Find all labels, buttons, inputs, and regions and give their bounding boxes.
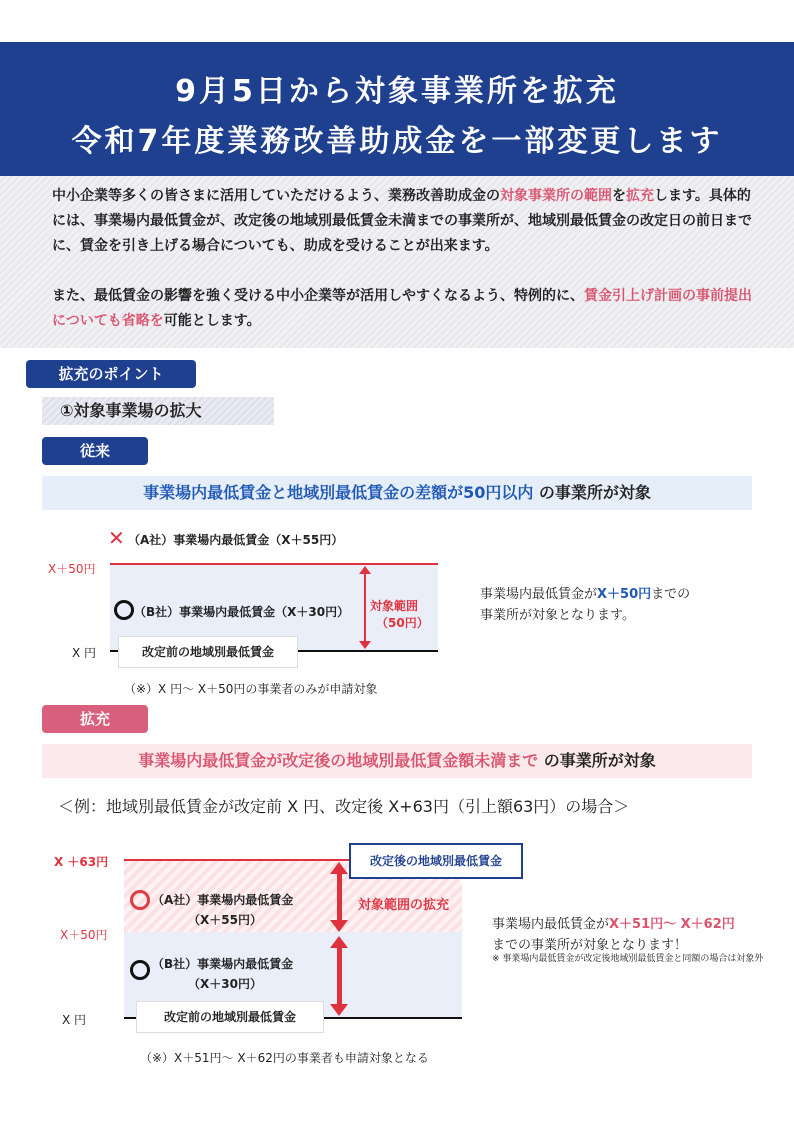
intro-text: また、最低賃金の影響を強く受ける中小企業等が活用しやすくなるよう、特例的に、 [52, 288, 584, 304]
after-x0-label: X 円 [62, 1013, 87, 1027]
intro-highlight: 対象事業所の範囲 [500, 188, 612, 204]
intro-text: 可能とします。 [163, 313, 261, 329]
circle-icon [114, 600, 134, 620]
after-condition-highlight: 事業場内最低賃金が改定後の地域別最低賃金額未満まで [138, 751, 539, 770]
before-condition-text: の事業所が対象 [533, 483, 651, 502]
points-tag: 拡充のポイント [26, 360, 196, 388]
intro-highlight: 賃金引上げ計画の事前提出についても省略を [52, 288, 752, 329]
after-b-company-1: （B社）事業場内最低賃金 [152, 957, 294, 971]
before-b-company: （B社）事業場内最低賃金（X＋30円） [134, 605, 350, 619]
before-range-label-2: （50円） [376, 616, 429, 630]
after-tag: 拡充 [42, 705, 148, 733]
after-desc-note: ※ 事業場内最低賃金が改定後地域別最低賃金と同額の場合は対象外 [492, 954, 764, 964]
before-condition-bar [42, 476, 752, 510]
after-condition-text: の事業所が対象 [538, 751, 656, 770]
arrow-up-icon [330, 862, 348, 874]
page-title-line1: 9月5日から対象事業所を拡充 [175, 74, 619, 109]
before-desc-highlight: X＋50円 [597, 587, 652, 602]
before-range-arrow [364, 572, 366, 642]
arrow-up-icon [359, 566, 371, 574]
circle-icon [130, 960, 150, 980]
intro-highlight: 拡充 [626, 188, 654, 204]
before-desc-text: 事業場内最低賃金が [480, 587, 598, 602]
arrow-down-icon [330, 920, 348, 932]
intro-text: を [612, 188, 626, 204]
intro-paragraph-1 [52, 184, 752, 259]
before-condition-highlight: 事業場内最低賃金と地域別最低賃金の差額が50円以内 [143, 483, 534, 502]
arrow-down-icon [359, 641, 371, 649]
after-desc-text: 事業場内最低賃金が [492, 917, 610, 932]
before-a-company: （A社）事業場内最低賃金（X＋55円） [128, 533, 344, 547]
after-min-wage-box: 改定前の地域別最低賃金 [136, 1001, 324, 1033]
points-subhead: ①対象事業場の拡大 [42, 397, 274, 425]
before-line-x50 [110, 563, 438, 565]
intro-box [0, 176, 794, 348]
before-footnote: （※）X 円～ X＋50円の事業者のみが申請対象 [124, 682, 378, 696]
after-a-company-2: （X＋55円） [188, 913, 262, 927]
intro-paragraph-2 [52, 284, 752, 334]
after-range-label: 対象範囲の拡充 [358, 898, 450, 913]
after-a-company-1: （A社）事業場内最低賃金 [152, 893, 294, 907]
after-x63-label: X ＋63円 [54, 855, 109, 869]
intro-text: 中小企業等多くの皆さまに活用していただけるよう、業務改善助成金の [52, 188, 500, 204]
after-expanded-arrow [337, 870, 342, 922]
header-banner [0, 42, 794, 176]
before-x0-label: X 円 [72, 646, 97, 660]
arrow-down-icon [330, 1004, 348, 1016]
after-desc-highlight: X＋51円～ X＋62円 [609, 917, 735, 932]
after-b-company-2: （X＋30円） [188, 977, 262, 991]
cross-icon: ✕ [108, 526, 125, 550]
page-title-line2: 令和7年度業務改善助成金を一部変更します [71, 124, 723, 159]
before-desc-1 [480, 583, 690, 602]
before-desc-text: までの [651, 587, 691, 602]
before-range-label-1: 対象範囲 [370, 599, 419, 613]
before-min-wage-box: 改定前の地域別最低賃金 [118, 636, 298, 668]
before-tag: 従来 [42, 437, 148, 465]
after-new-min-wage-box: 改定後の地域別最低賃金 [349, 843, 523, 879]
after-condition-bar [42, 744, 752, 778]
after-range-arrow [337, 944, 342, 1006]
after-desc-2: までの事業所が対象となります！ [492, 938, 688, 953]
arrow-up-icon [330, 936, 348, 948]
after-example: ＜例：地域別最低賃金が改定前 X 円、改定後 X+63円（引上額63円）の場合＞ [58, 797, 630, 816]
before-x50-label: X＋50円 [48, 562, 96, 576]
circle-icon [130, 890, 150, 910]
after-x50-label: X＋50円 [60, 928, 108, 942]
after-footnote: （※）X＋51円～ X＋62円の事業者も申請対象となる [140, 1051, 429, 1065]
before-desc-2: 事業所が対象となります。 [480, 608, 635, 623]
intro-text: します。具体的には、事業場内最低賃金が、改定後の地域別最低賃金未満までの事業所が、地域別最低賃金の改定日の前日までに、賃金を引き上げる場合についても、助成を受けることが出来ます。 [52, 188, 752, 254]
after-desc-1 [492, 913, 735, 932]
